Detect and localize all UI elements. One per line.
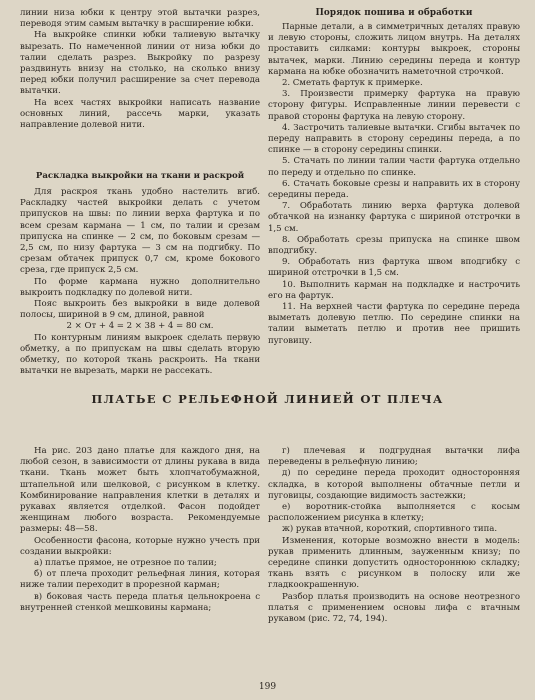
step-item: 9. Обработать низ фартука швом вподгибку с шириной отстрочки в 1,5 см. bbox=[268, 257, 520, 279]
left-top-column bbox=[20, 8, 260, 131]
paragraph: Для раскроя ткань удобно настелить вгиб. Раскладку частей выкройки делать с учетом припусков на швы: по линии верха фартука и по всем срезам кармана — 1 см, по талии и срезам припуска на спинке — 2 см, по боковым срезам — 2,5 см, по низу фартука — 3 см на подгибку. По срезам обтачек припуск 0,7 см, кроме бокового среза, где припуск 2,5 см. bbox=[20, 187, 260, 276]
list-item: е) воротник-стойка выполняется с косым расположением рисунка в клетку; bbox=[268, 502, 520, 524]
paragraph: На выкройке спинки юбки талиевую вытачку вырезать. По намеченной линии от низа юбки до талии сделать разрез. Выкройку по разрезу раздвинуть внизу на столько, на сколько внизу перед юбки получил расширение за счет перевода вытачки. bbox=[20, 30, 260, 97]
paragraph: Изменения, которые возможно внести в модель: рукав применить длинным, зауженным книзу; по середине спинки допустить одностороннюю складку; ткань взять с рисунком в полоску или же гладкоокрашенную. bbox=[268, 535, 520, 591]
paragraph: На всех частях выкройки написать название основных линий, рассечь марки, указать направление долевой нити. bbox=[20, 97, 260, 131]
list-item: ж) рукав втачной, короткий, спортивного типа. bbox=[282, 524, 498, 535]
paragraph: Пояс выкроить без выкройки в виде долевой полосы, шириной в 9 см, длиной, равной bbox=[20, 299, 260, 321]
list-item: б) от плеча проходит рельефная линия, которая ниже талии переходит в прорезной карман; bbox=[20, 569, 260, 591]
step-item: 2. Сметать фартук к примерке. bbox=[282, 78, 423, 89]
step-item: 6. Стачать боковые срезы и направить их в сторону середины переда. bbox=[268, 178, 520, 201]
steps-list bbox=[268, 78, 520, 347]
paragraph: По форме кармана нужно дополнительно выкроить подкладку по долевой нити. bbox=[20, 276, 260, 298]
step-item: 5. Стачать по линии талии части фартука отдельно по переду и отдельно по спинке. bbox=[268, 156, 520, 178]
step-item: 11. На верхней части фартука по середине переда выметать долевую петлю. По середине спинки на талии выметать петлю и против нее пришить пуговицу. bbox=[268, 302, 520, 346]
formula: 2 × От + 4 = 2 × 38 + 4 = 80 см. bbox=[66, 321, 214, 332]
step-item: 8. Обработать срезы припуска на спинке швом вподгибку. bbox=[268, 234, 520, 257]
step-item: 3. Произвести примерку фартука на правую сторону фигуры. Исправленные линии перевести с правой стороны фартука на левую сторону. bbox=[268, 89, 520, 122]
paragraph: Парные детали, а в симметричных деталях правую и левую стороны, сложить лицом внутрь. На деталях проставить силками: контуры выкроек, стороны вытачек, марки. Линию середины переда и контур кармана на юбке обозначить наметочной строчкой. bbox=[268, 22, 520, 77]
right-bottom-column bbox=[268, 446, 520, 625]
layout-section-title: Раскладка выкройки на ткани и раскрой bbox=[35, 171, 245, 181]
left-bottom-column bbox=[20, 446, 260, 614]
step-item: 4. Застрочить талиевые вытачки. Сгибы вытачек по переду направить в сторону середины переда, а по спинке — в сторону середины спинки. bbox=[268, 122, 520, 156]
step-item: 10. Выполнить карман на подкладке и настрочить его на фартук. bbox=[268, 279, 520, 301]
main-heading: ПЛАТЬЕ С РЕЛЬЕФНОЙ ЛИНИЕЙ ОТ ПЛЕЧА bbox=[91, 392, 444, 406]
list-item: г) плечевая и подгрудная вытачки лифа переведены в рельефную линию; bbox=[268, 446, 520, 468]
right-top-column bbox=[268, 8, 520, 347]
paragraph: линии низа юбки к центру этой вытачки разрез, переводя этим самым вытачку в расширение юбки. bbox=[20, 8, 260, 30]
paragraph: Особенности фасона, которые нужно учесть при создании выкройки: bbox=[20, 535, 260, 557]
page-number: 199 bbox=[258, 682, 277, 692]
sewing-section-title: Порядок пошива и обработки bbox=[315, 8, 473, 18]
paragraph: На рис. 203 дано платье для каждого дня, на любой сезон, в зависимости от длины рукава в вида ткани. Ткань может быть хлопчатобумажной, штапельной или шелковой, с рисунком в клетку. Комбинирование направления клетки в деталях и рукавах является отделкой. Фасон подойдет женщинам любого возраста. Рекомендуемые размеры: 48—58. bbox=[20, 446, 260, 535]
left-layout-column bbox=[20, 187, 260, 377]
step-item: 7. Обработать линию верха фартука долевой обтачкой на изнанку фартука с шириной отстрочки в 1,5 см. bbox=[268, 201, 520, 234]
paragraph: По контурным линиям выкроек сделать первую обметку, а по припускам на швы сделать вторую обметку, по которой ткань раскроить. На ткани вытачки не вырезать, марки не рассекать. bbox=[20, 332, 260, 377]
paragraph: Разбор платья производить на основе неотрезного платья с применением основы лифа с втачным рукавом (рис. 72, 74, 194). bbox=[268, 591, 520, 625]
list-item: а) платье прямое, не отрезное по талии; bbox=[34, 558, 217, 569]
list-item: в) боковая часть переда платья цельнокроена с внутренней стенкой мешковины кармана; bbox=[20, 591, 260, 613]
list-item: д) по середине переда проходит односторонняя складка, в которой выполнены обтачные петли и пуговицы, создающие видимость застежки; bbox=[268, 468, 520, 501]
